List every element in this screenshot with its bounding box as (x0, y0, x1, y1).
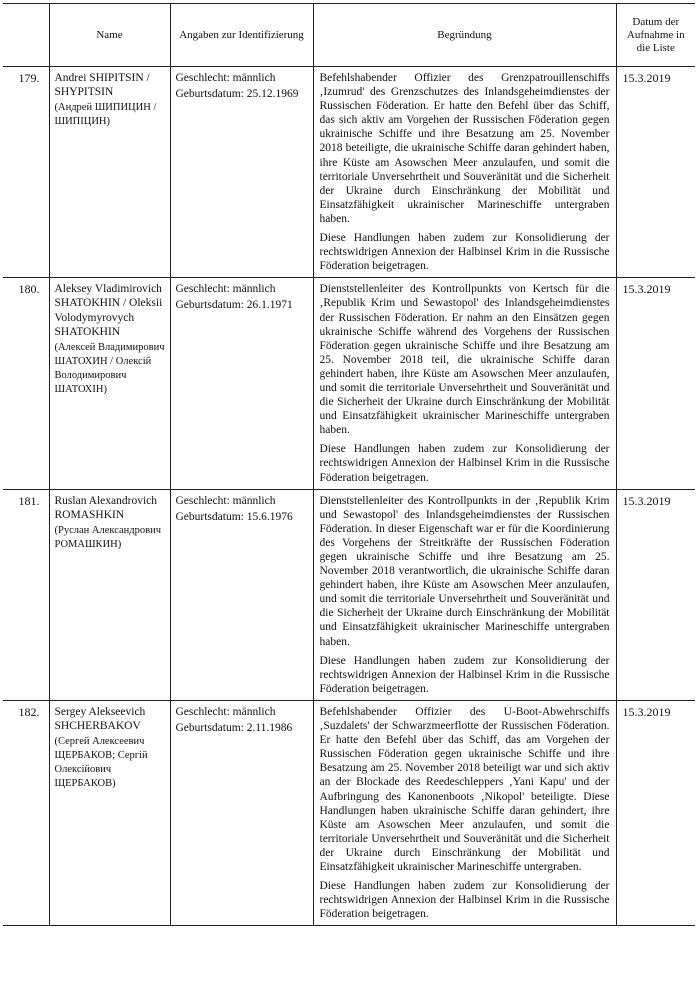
entry-number: 181. (18, 493, 40, 508)
header-number (3, 4, 49, 67)
entry-listing-date: 15.3.2019 (616, 700, 695, 925)
name-latin: Ruslan Alexandrovich ROMASHKIN (54, 494, 158, 521)
entry-identification (170, 489, 313, 700)
header-identification: Angaben zur Identifizierung (170, 4, 313, 67)
gender-info: Geschlecht: männlich (175, 494, 276, 507)
sanctions-list-table (3, 3, 695, 926)
entry-identification (170, 67, 313, 278)
entry-reason (313, 489, 616, 700)
entry-number: 180. (18, 282, 40, 297)
entry-number: 179. (18, 71, 40, 85)
header-reason: Begründung (313, 4, 616, 67)
entry-listing-date: 15.3.2019 (616, 67, 695, 278)
reason-paragraph: Dienststellenleiter des Kontrollpunkts von Kertsch für die ‚Republik Krim und Sewastopol' des Inlandsgeheimdienstes der Russischen Föderation. Er nahm an den Einsätzen gegen ukrainische Schiffe während des Vorgehens der Russischen Föderation gegen ukrainische Schiffe und ihre Besatzung am 25. November 2018 teil, die ukrainische Schiffe daran gehindert haben, ihre Küste am Asowschen Meer anzulaufen, und somit die territoriale Unversehrtheit und Souveränität und die Sicherheit der Ukraine durch Einschränkung der Mobilität und Einsatzfähigkeit ukrainischer Marineschiffe untergraben haben. (319, 283, 610, 437)
entry-number: 182. (18, 704, 40, 719)
gender-info: Geschlecht: männlich (175, 283, 276, 296)
name-cyrillic: (Руслан Александрович РОМАШКИН) (54, 524, 161, 550)
reason-paragraph: Diese Handlungen haben zudem zur Konsolidierung der rechtswidrigen Annexion der Halbinsel Krim in die Russische Föderation beigetragen. (319, 443, 610, 484)
reason-paragraph: Diese Handlungen haben zudem zur Konsolidierung der rechtswidrigen Annexion der Halbinsel Krim in die Russische Föderation beigetragen. (319, 654, 610, 695)
entry-listing-date: 15.3.2019 (616, 278, 695, 489)
birth-date-info: Geburtsdatum: 2.11.1986 (175, 722, 293, 735)
name-latin: Andrei SHIPITSIN / SHYPITSIN (54, 72, 150, 99)
table-row (3, 489, 695, 700)
reason-paragraph: Diese Handlungen haben zudem zur Konsolidierung der rechtswidrigen Annexion der Halbinsel Krim in die Russische Föderation beigetragen. (319, 232, 610, 273)
entry-listing-date: 15.3.2019 (616, 489, 695, 700)
reason-paragraph: Befehlshabender Offizier des Grenzpatrouillenschiffs ‚Izumrud' des Grenzschutzes des Inlandsgeheimdienstes der Russischen Föderation. Er hatte den Befehl über das Schiff, das sich aktiv am Vorgehen der Russischen Föderation gegen ukrainische Schiffe und ihre Besatzung am 25. November 2018 beteiligte, die ukrainische Schiffe daran gehindert haben, ihre Küste am Asowschen Meer anzulaufen, und somit die territoriale Unversehrtheit und Souveränität und die Sicherheit der Ukraine durch Einschränkung der Mobilität und Einsatzfähigkeit ukrainischer Marineschiffe untergraben haben. (319, 72, 610, 225)
table-row (3, 67, 695, 278)
birth-date-info: Geburtsdatum: 26.1.1971 (175, 299, 293, 312)
entry-name (49, 278, 170, 489)
reason-paragraph: Diese Handlungen haben zudem zur Konsolidierung der rechtswidrigen Annexion der Halbinsel Krim in die Russische Föderation beigetragen. (319, 880, 610, 921)
reason-paragraph: Befehlshabender Offizier des U-Boot-Abwehrschiffs ‚Suzdalets' der Schwarzmeerflotte der Russischen Föderation. Er hatte den Befehl über das Schiff, das am Vorgehen der Russischen Föderation gegen ukrainische Schiffe und ihre Besatzung am 25. November 2018 beteiligt war und sich aktiv an der Blockade des Reedeschleppers ‚Yani Kapu' und der Aufbringung des Kanonenboots ‚Nikopol' beteiligte. Diese Handlungen haben ukrainische Schiffe daran gehindert, ihre Küste am Asowschen Meer anzulaufen, und somit die territoriale Unversehrtheit und Souveränität und die Sicherheit der Ukraine durch Einschränkung der Mobilität und Einsatzfähigkeit ukrainischer Marineschiffe untergraben. (319, 705, 610, 873)
name-latin: Sergey Alekseevich SHCHERBAKOV (54, 705, 146, 733)
entry-reason (313, 278, 616, 489)
entry-reason (313, 67, 616, 278)
name-cyrillic: (Андрей ШИПИЦИН / ШИПІЦИН) (54, 102, 157, 128)
entry-identification (170, 700, 313, 925)
table-row (3, 700, 695, 925)
name-cyrillic: (Алексей Владимирович ШАТОХИН / Олексій Володимирович ШАТОХІН) (54, 341, 165, 395)
header-listing-date: Datum der Aufnahme in die Liste (616, 4, 695, 67)
gender-info: Geschlecht: männlich (175, 705, 276, 718)
entry-name (49, 67, 170, 278)
header-name: Name (49, 4, 170, 67)
reason-paragraph: Dienststellenleiter des Kontrollpunkts in der ‚Republik Krim und Sewastopol' des Inlandsgeheimdienstes der Russischen Föderation. In dieser Eigenschaft war er für die Koordinierung des Vorgehens der Streitkräfte der Russischen Föderation gegen ukrainische Schiffe und ihre Besatzung am 25. November 2018 verantwortlich, die ukrainische Schiffe daran gehindert haben, ihre Küste am Asowschen Meer anzulaufen, und somit die territoriale Unversehrtheit und Souveränität und die Sicherheit der Ukraine durch Einschränkung der Mobilität und Einsatzfähigkeit ukrainischer Marineschiffe untergraben haben. (319, 494, 610, 648)
table-row (3, 278, 695, 489)
birth-date-info: Geburtsdatum: 25.12.1969 (175, 88, 299, 101)
entry-name (49, 489, 170, 700)
name-latin: Aleksey Vladimirovich SHATOKHIN / Oleksii Volodymyrovych SHATOKHIN (54, 283, 163, 338)
table-header-row (3, 4, 695, 67)
name-cyrillic: (Сергей Алексеевич ЩЕРБАКОВ; Сергій Олексійович ЩЕРБАКОВ) (54, 736, 148, 790)
gender-info: Geschlecht: männlich (175, 72, 276, 84)
birth-date-info: Geburtsdatum: 15.6.1976 (175, 510, 293, 523)
entry-name (49, 700, 170, 925)
entry-reason (313, 700, 616, 925)
entry-identification (170, 278, 313, 489)
